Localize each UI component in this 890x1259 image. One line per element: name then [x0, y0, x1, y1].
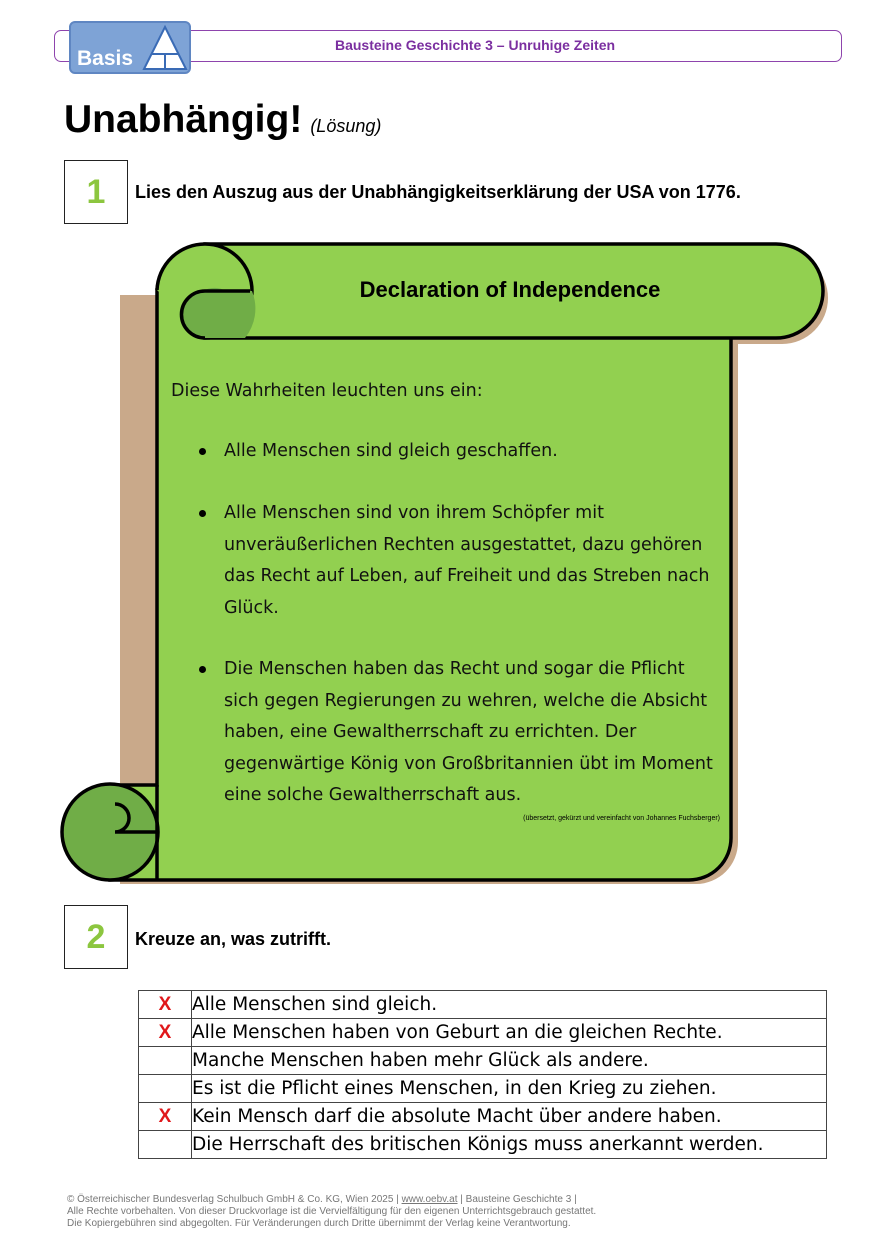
statement-cell: Alle Menschen haben von Geburt an die gleichen Rechte.	[192, 1019, 827, 1047]
statement-cell: Kein Mensch darf die absolute Macht über andere haben.	[192, 1103, 827, 1131]
table-row	[139, 1047, 827, 1075]
footer	[67, 1194, 596, 1230]
table-row	[139, 991, 827, 1019]
checkbox-cell[interactable]	[139, 1131, 192, 1159]
task-2-instruction: Kreuze an, was zutrifft.	[135, 929, 332, 949]
footer-line-1	[67, 1194, 596, 1206]
footer-copyright: © Österreichischer Bundesverlag Schulbuch GmbH & Co. KG, Wien 2025 |	[67, 1194, 402, 1205]
translation-credit: (übersetzt, gekürzt und vereinfacht von Johannes Fuchsberger)	[523, 815, 720, 822]
checkbox-cell[interactable]	[139, 1047, 192, 1075]
task-1-number: 1	[64, 160, 128, 224]
bullet-2-dot	[199, 510, 206, 517]
checkbox-cell[interactable]: X	[139, 1019, 192, 1047]
statement-cell: Es ist die Pflicht eines Menschen, in den Krieg zu ziehen.	[192, 1075, 827, 1103]
table-row	[139, 1131, 827, 1159]
checkbox-cell[interactable]: X	[139, 991, 192, 1019]
answer-table	[138, 990, 827, 1159]
task-2-number: 2	[64, 905, 128, 969]
footer-line-3: Die Kopiergebühren sind abgegolten. Für Veränderungen durch Dritte übernimmt der Verlag keine Verantwortung.	[67, 1218, 571, 1229]
scroll-title: Declaration of Independence	[359, 277, 661, 302]
scroll-bullet-1: Alle Menschen sind gleich geschaffen.	[224, 441, 558, 461]
table-row	[139, 1075, 827, 1103]
table-row	[139, 1103, 827, 1131]
footer-line-2: Alle Rechte vorbehalten. Von dieser Druckvorlage ist die Vervielfältigung für den eigenen Unterrichtsgebrauch gestattet.	[67, 1206, 597, 1217]
logo-text: Basis	[77, 47, 134, 70]
scroll-intro: Diese Wahrheiten leuchten uns ein:	[171, 381, 483, 401]
bullet-1-dot	[199, 448, 206, 455]
publisher-link[interactable]: www.oebv.at	[401, 1194, 458, 1205]
checkbox-cell[interactable]: X	[139, 1103, 192, 1131]
header-title: Bausteine Geschichte 3 – Unruhige Zeiten	[334, 37, 616, 53]
checkbox-cell[interactable]	[139, 1075, 192, 1103]
page-subtitle: (Lösung)	[310, 116, 382, 136]
statement-cell: Manche Menschen haben mehr Glück als andere.	[192, 1047, 827, 1075]
statement-cell: Alle Menschen sind gleich.	[192, 991, 827, 1019]
footer-series: | Bausteine Geschichte 3 |	[457, 1194, 577, 1205]
statement-cell: Die Herrschaft des britischen Königs muss anerkannt werden.	[192, 1131, 827, 1159]
scroll-bullet-2: Alle Menschen sind von ihrem Schöpfer mit unveräußerlichen Rechten ausgestattet, dazu gehören das Recht auf Leben, auf Freiheit und das Streben nach Glück.	[224, 503, 710, 618]
table-row	[139, 1019, 827, 1047]
scroll-bullet-3: Die Menschen haben das Recht und sogar die Pflicht sich gegen Regierungen zu wehren, welche die Absicht haben, eine Gewaltherrschaft zu errichten. Der gegenwärtige König von Großbritannien übt im Moment eine solche Gewaltherrschaft aus.	[224, 659, 713, 805]
task-1-instruction: Lies den Auszug aus der Unabhängigkeitserklärung der USA von 1776.	[135, 182, 741, 202]
page-title-text: Unabhängig!	[64, 98, 303, 141]
bullet-3-dot	[199, 666, 206, 673]
